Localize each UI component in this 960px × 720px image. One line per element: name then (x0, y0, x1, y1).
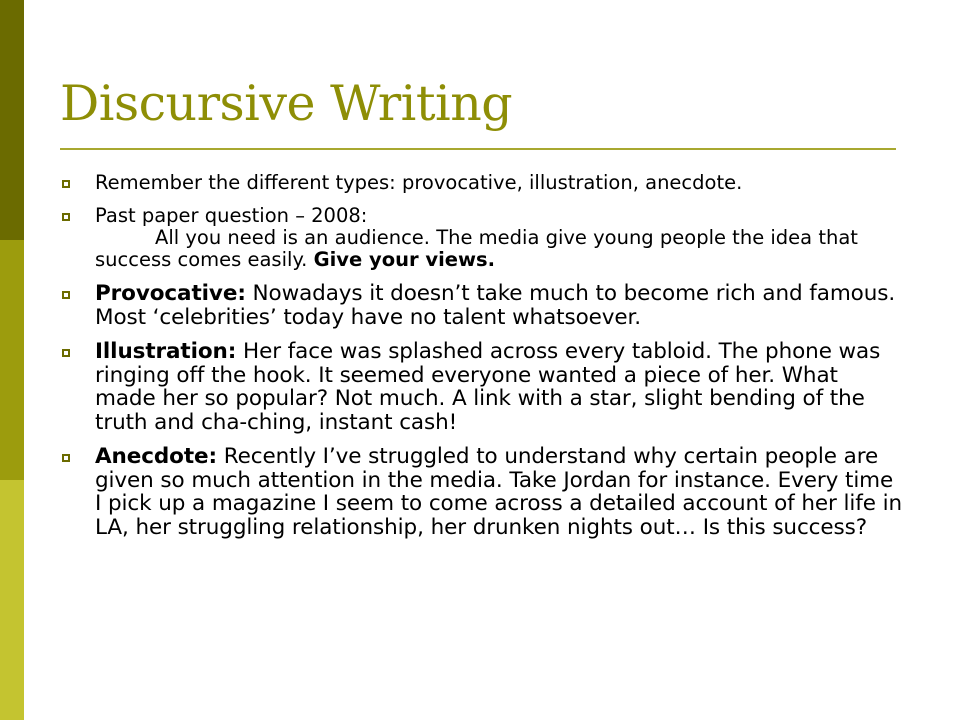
bullet-text: Her face was splashed across every tabloid. The phone was ringing off the hook. It seemed everyone wanted a piece of her. What made her so popular? Not much. A link with a star, slight bending of the truth and cha-ching, instant cash! (95, 339, 881, 435)
question-bold: Give your views. (313, 248, 496, 271)
bullet-lead: Provocative: (95, 281, 246, 306)
side-bar-middle (0, 240, 24, 480)
bullet-list (62, 172, 902, 550)
bullet-text: Recently I’ve struggled to understand why certain people are given so much attention in the media. Take Jordan for instance. Every time I pick up a magazine I seem to come across a detailed account of her life in LA, her struggling relationship, her drunken nights out… Is this success? (95, 444, 902, 540)
bullet-provocative (62, 282, 902, 329)
bullet-text: Remember the different types: provocative, illustration, anecdote. (95, 171, 743, 194)
side-bar-top (0, 0, 24, 240)
square-bullet-icon (62, 349, 70, 357)
square-bullet-icon (62, 454, 70, 462)
bullet-text: Nowadays it doesn’t take much to become rich and famous. Most ‘celebrities’ today have no talent whatsoever. (95, 281, 896, 330)
past-paper-heading: Past paper question – 2008: (95, 204, 368, 227)
bullet-lead: Anecdote: (95, 444, 217, 469)
side-bar-bottom (0, 480, 24, 720)
bullet-lead: Illustration: (95, 339, 237, 364)
square-bullet-icon (62, 291, 70, 299)
slide-title: Discursive Writing (60, 75, 513, 132)
bullet-types (62, 172, 902, 194)
bullet-past-paper (62, 205, 902, 271)
square-bullet-icon (62, 180, 70, 188)
bullet-illustration (62, 340, 902, 434)
square-bullet-icon (62, 213, 70, 221)
title-divider (60, 148, 896, 150)
past-paper-question (95, 227, 902, 271)
bullet-anecdote (62, 445, 902, 539)
question-text: All you need is an audience. The media give young people the idea that success comes easily. (95, 226, 858, 271)
